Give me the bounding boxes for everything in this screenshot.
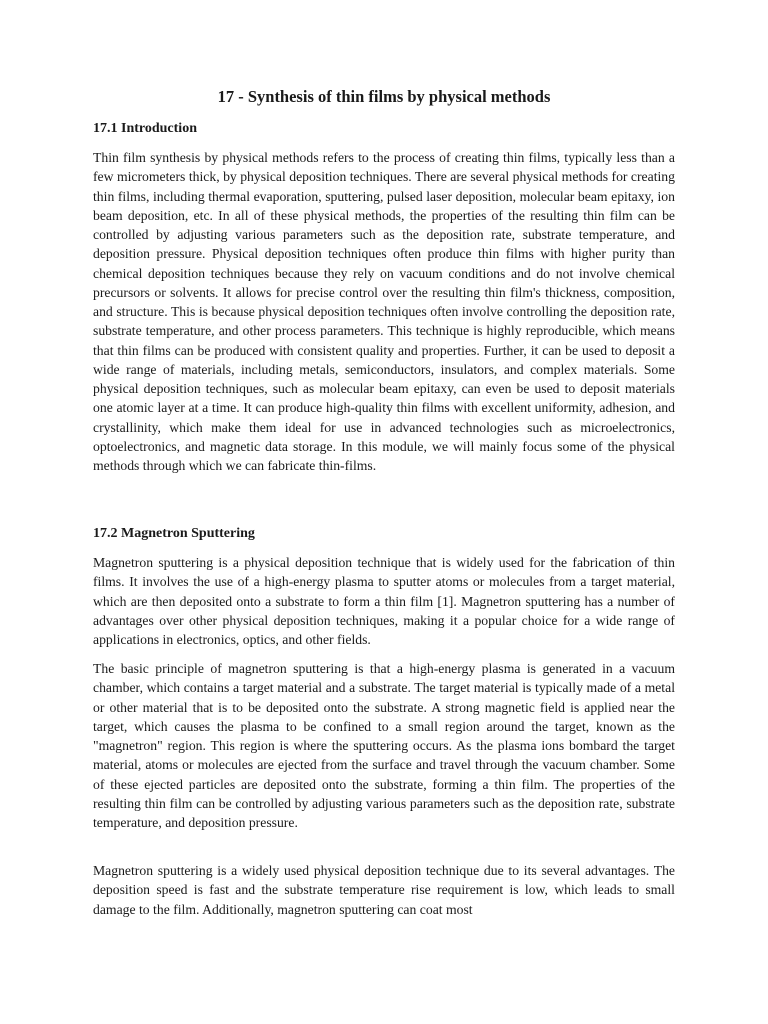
section-heading-magnetron-sputtering: 17.2 Magnetron Sputtering: [93, 526, 255, 541]
paragraph-introduction: Thin film synthesis by physical methods refers to the process of creating thin films, typically less than a few micrometers thick, by physical deposition techniques. There are several physical methods for creating thin films, including thermal evaporation, sputtering, pulsed laser deposition, molecular beam epitaxy, ion beam deposition, etc. In all of these physical methods, the properties of the resulting thin film can be controlled by adjusting various parameters such as the deposition rate, substrate temperature, and deposition pressure. Physical deposition techniques often produce thin films with higher purity than chemical deposition techniques because they rely on vacuum conditions and do not involve chemical precursors or solvents. It allows for precise control over the resulting thin film's thickness, composition, and structure. This is because physical deposition techniques often involve controlling the deposition rate, substrate temperature, and other process parameters. This technique is highly reproducible, which means that thin films can be produced with consistent quality and properties. Further, it can be used to deposit a wide range of materials, including metals, semiconductors, insulators, and complex materials. Some physical deposition techniques, such as molecular beam epitaxy, can even be used to deposit materials one atomic layer at a time. It can produce high-quality thin films with excellent uniformity, adhesion, and crystallinity, which make them ideal for use in advanced technologies such as microelectronics, optoelectronics, and magnetic data storage. In this module, we will mainly focus some of the physical methods through which we can fabricate thin-films.: [93, 150, 675, 473]
section-heading-introduction: 17.1 Introduction: [93, 121, 197, 136]
paragraph-magnetron-advantages: Magnetron sputtering is a widely used physical deposition technique due to its several advantages. The deposition speed is fast and the substrate temperature rise requirement is low, which leads to small damage to the film. Additionally, magnetron sputtering can coat most: [93, 863, 675, 917]
paragraph-magnetron-overview: Magnetron sputtering is a physical deposition technique that is widely used for the fabrication of thin films. It involves the use of a high-energy plasma to sputter atoms or molecules from a target material, which are then deposited onto a substrate to form a thin film [1]. Magnetron sputtering has a number of advantages over other physical deposition techniques, making it a popular choice for a wide range of applications in electronics, optics, and other fields.: [93, 555, 675, 647]
chapter-title: 17 - Synthesis of thin films by physical methods: [217, 87, 551, 106]
paragraph-magnetron-principle: The basic principle of magnetron sputtering is that a high-energy plasma is generated in a vacuum chamber, which contains a target material and a substrate. The target material is typically made of a metal or other material that is to be deposited onto the substrate. A strong magnetic field is applied near the target, which causes the plasma to be confined to a small region around the target, known as the "magnetron" region. This region is where the sputtering occurs. As the plasma ions bombard the target material, atoms or molecules are ejected from the surface and travel through the vacuum chamber. Some of these ejected particles are deposited onto the substrate, forming a thin film. The properties of the resulting thin film can be controlled by adjusting various parameters such as the deposition rate, substrate temperature, and deposition pressure.: [93, 661, 675, 830]
